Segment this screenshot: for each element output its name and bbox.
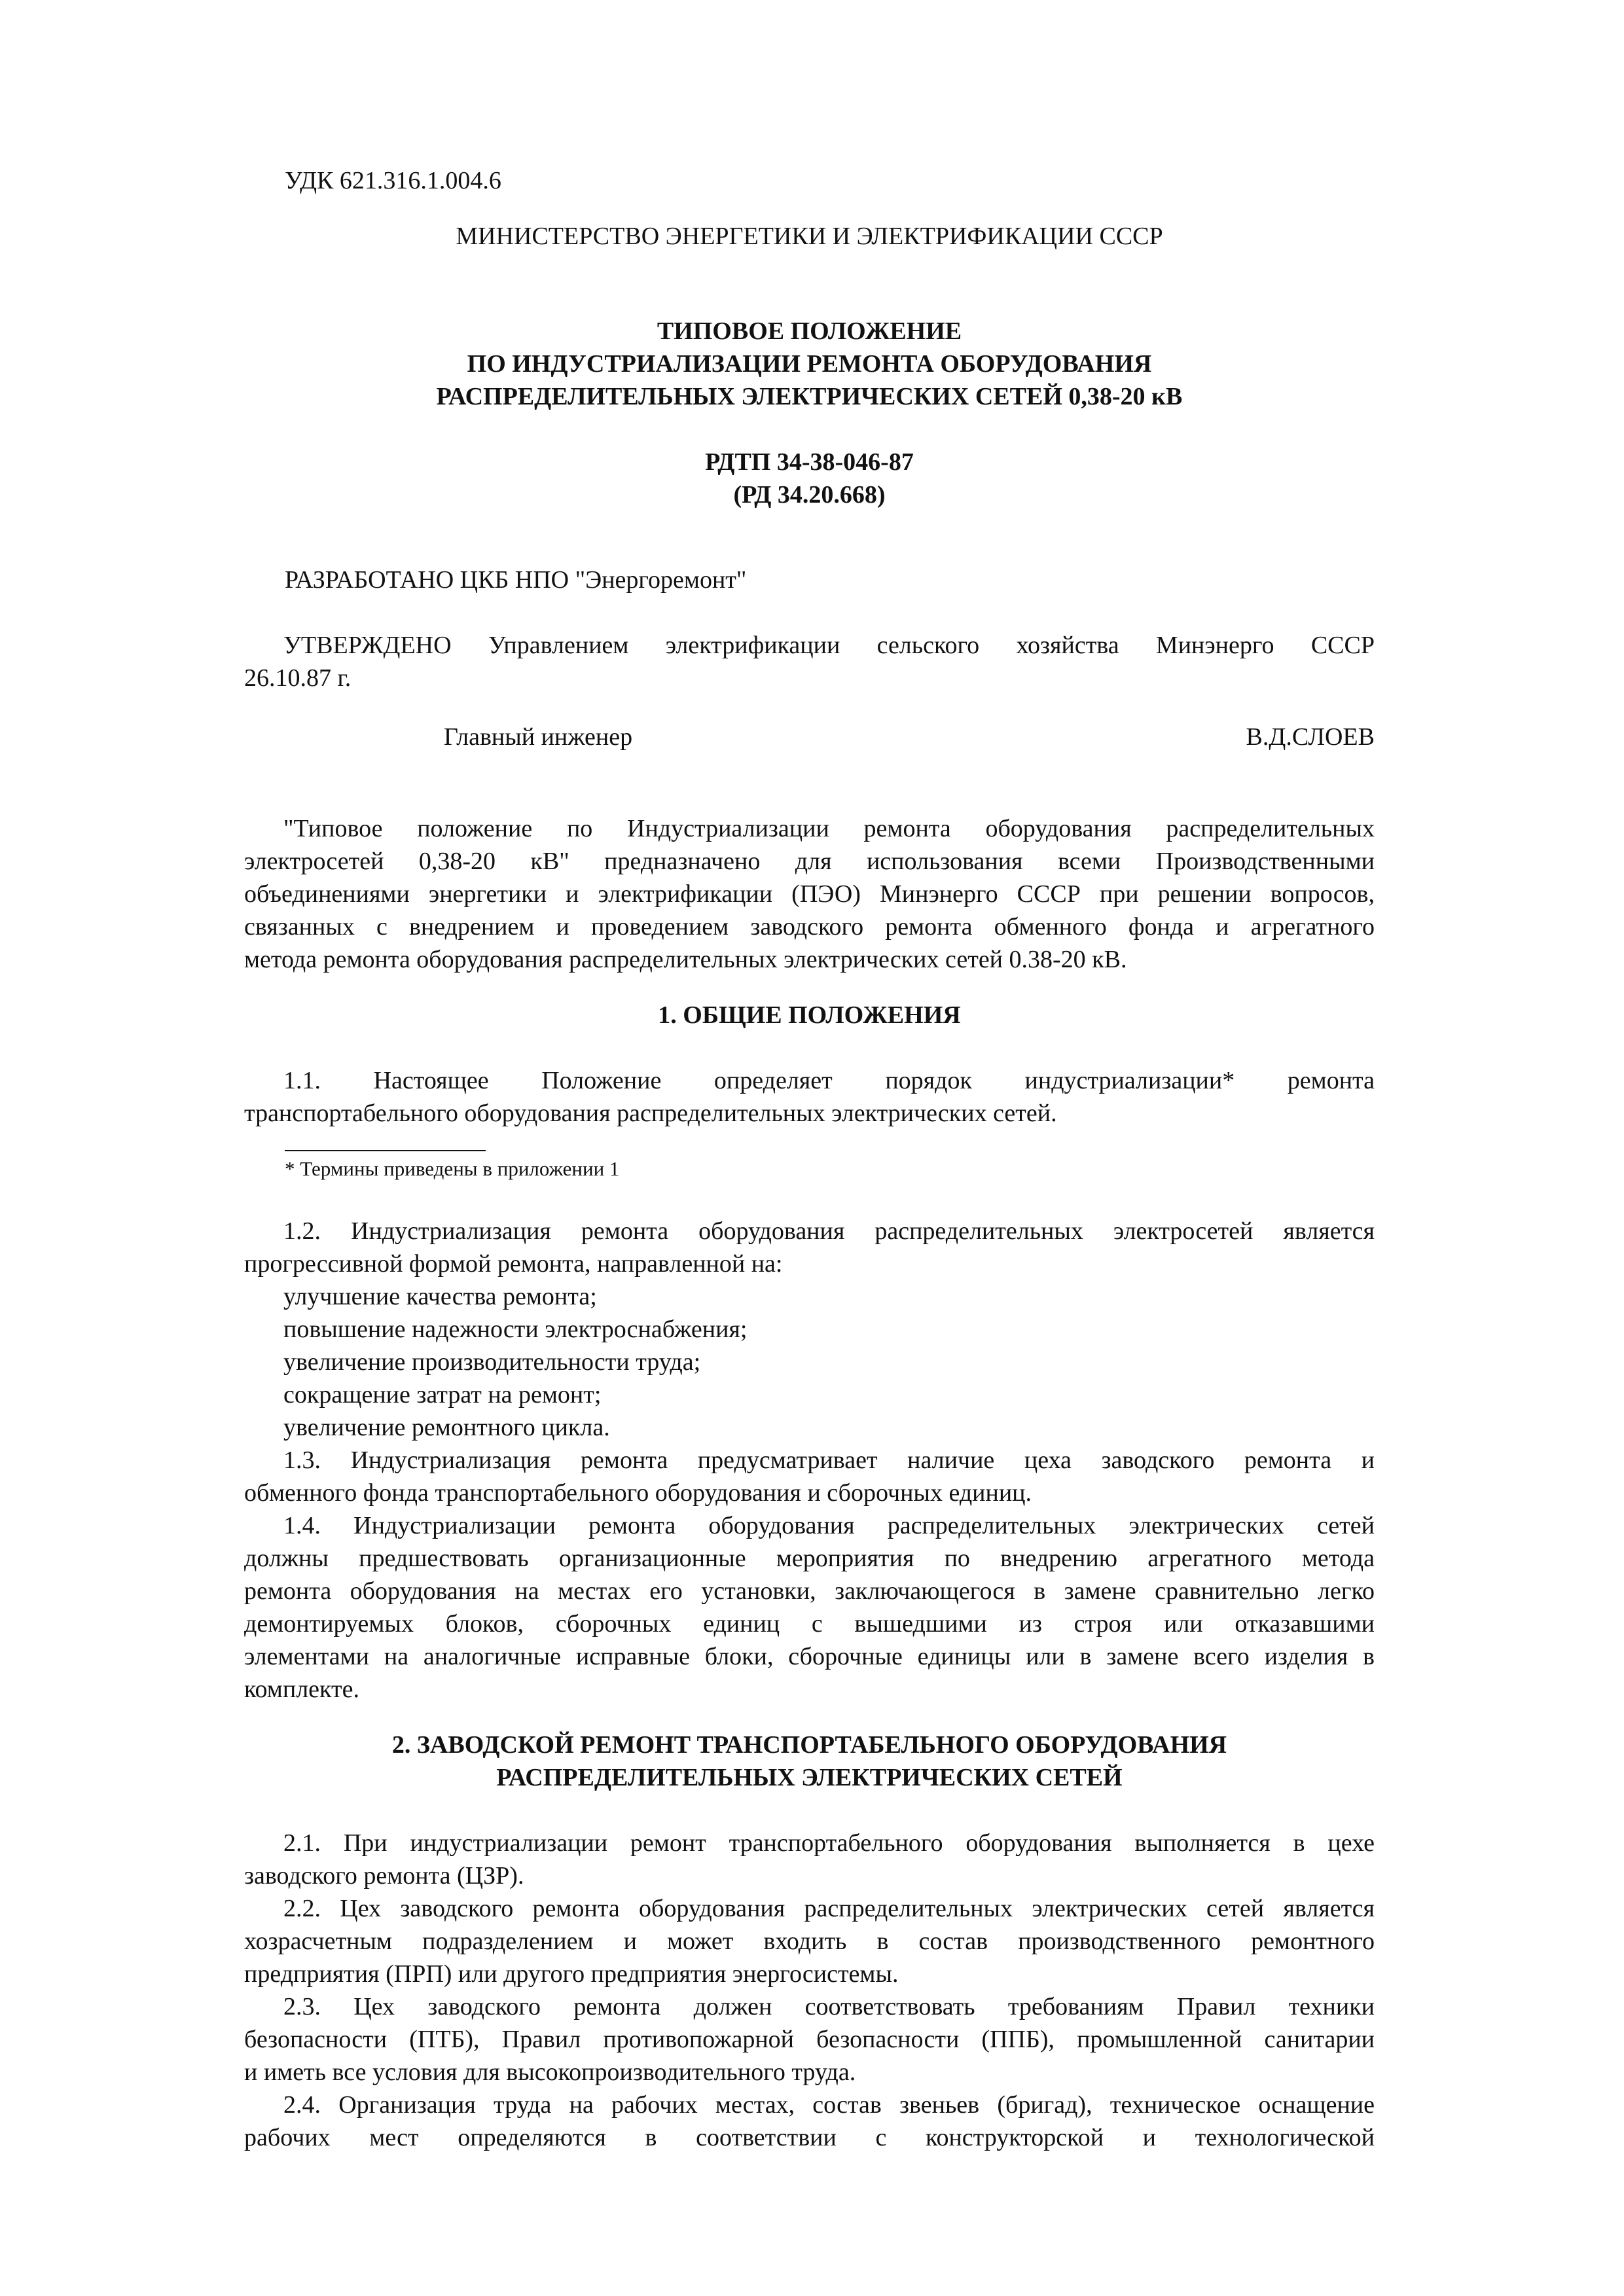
- paragraph-line: хозрасчетным подразделением и может входить в состав производственного ремонтного: [244, 1928, 1375, 1955]
- signature-row: [244, 721, 1375, 753]
- list-item: повышение надежности электроснабжения;: [283, 1316, 748, 1343]
- paragraph-line: рабочих мест определяются в соответствии с конструкторской и технологической: [244, 2124, 1375, 2151]
- intro-paragraph: [244, 812, 1375, 976]
- paragraph-line: ремонта оборудования на местах его установки, заключающегося в замене сравнительно легко: [244, 1577, 1375, 1605]
- udk-code: УДК 621.316.1.004.6: [285, 167, 501, 194]
- paragraph-1-3: [244, 1444, 1375, 1509]
- list-item: увеличение производительности труда;: [283, 1348, 701, 1376]
- list-item: улучшение качества ремонта;: [283, 1283, 597, 1310]
- title-line-3: РАСПРЕДЕЛИТЕЛЬНЫХ ЭЛЕКТРИЧЕСКИХ СЕТЕЙ 0,38-20 кВ: [436, 383, 1183, 410]
- section-2-heading: [244, 1729, 1375, 1794]
- paragraph-line: заводского ремонта (ЦЗР).: [244, 1862, 524, 1890]
- section-2-heading-line-2: РАСПРЕДЕЛИТЕЛЬНЫХ ЭЛЕКТРИЧЕСКИХ СЕТЕЙ: [496, 1764, 1123, 1791]
- intro-line: объединениями энергетики и электрификации (ПЭО) Минэнерго СССР при решении вопросов,: [244, 880, 1375, 908]
- paragraph-line: 2.4. Организация труда на рабочих местах, состав звеньев (бригад), техническое оснащение: [283, 2091, 1375, 2119]
- intro-line: связанных с внедрением и проведением заводского ремонта обменного фонда и агрегатного: [244, 913, 1375, 941]
- code-line-2: (РД 34.20.668): [733, 481, 886, 509]
- intro-line: "Типовое положение по Индустриализации ремонта оборудования распределительных: [283, 815, 1375, 842]
- signature-name: В.Д.СЛОЕВ: [1246, 723, 1375, 751]
- footnote-text: * Термины приведены в приложении 1: [285, 1157, 620, 1180]
- signature-position: Главный инженер: [444, 723, 633, 751]
- approved-line-1: УТВЕРЖДЕНО Управлением электрификации сельского хозяйства Минэнерго СССР: [283, 632, 1375, 659]
- title-line-1: ТИПОВОЕ ПОЛОЖЕНИЕ: [657, 317, 962, 345]
- paragraph-line: 1.1. Настоящее Положение определяет порядок индустриализации* ремонта: [283, 1067, 1375, 1094]
- paragraph-line: предприятия (ПРП) или другого предприятия энергосистемы.: [244, 1960, 899, 1988]
- paragraph-line: комплекте.: [244, 1676, 359, 1703]
- paragraph-2-4: [244, 2089, 1375, 2154]
- list-item: сокращение затрат на ремонт;: [283, 1381, 602, 1408]
- intro-line: электросетей 0,38-20 кВ" предназначено для использования всеми Производственными: [244, 848, 1375, 875]
- document-title: [244, 315, 1375, 413]
- paragraph-line: 2.2. Цех заводского ремонта оборудования распределительных электрических сетей является: [283, 1895, 1375, 1922]
- developed-by: РАЗРАБОТАНО ЦКБ НПО "Энергоремонт": [285, 566, 747, 594]
- paragraph-2-3: [244, 1990, 1375, 2089]
- approved-line-2: 26.10.87 г.: [244, 664, 352, 692]
- paragraph-line: элементами на аналогичные исправные блоки, сборочные единицы или в замене всего изделия в: [244, 1643, 1375, 1670]
- code-line-1: РДТП 34-38-046-87: [705, 448, 914, 476]
- list-item: увеличение ремонтного цикла.: [283, 1414, 610, 1441]
- paragraph-2-1: [244, 1827, 1375, 1892]
- paragraph-line: и иметь все условия для высокопроизводительного труда.: [244, 2058, 856, 2086]
- paragraph-line: 1.3. Индустриализация ремонта предусматривает наличие цеха заводского ремонта и: [283, 1446, 1375, 1474]
- approved-by: [244, 629, 1375, 694]
- title-line-2: ПО ИНДУСТРИАЛИЗАЦИИ РЕМОНТА ОБОРУДОВАНИЯ: [467, 350, 1152, 378]
- paragraph-1-4: [244, 1509, 1375, 1706]
- paragraph-line: демонтируемых блоков, сборочных единиц с вышедшими из строя или отказавшими: [244, 1610, 1375, 1638]
- paragraph-line: прогрессивной формой ремонта, направленной на:: [244, 1250, 783, 1278]
- intro-line: метода ремонта оборудования распределительных электрических сетей 0.38-20 кВ.: [244, 946, 1127, 973]
- paragraph-line: 1.2. Индустриализация ремонта оборудования распределительных электросетей является: [283, 1217, 1375, 1245]
- paragraph-line: должны предшествовать организационные мероприятия по внедрению агрегатного метода: [244, 1545, 1375, 1572]
- paragraph-1-1: [244, 1064, 1375, 1130]
- paragraph-1-2: [244, 1215, 1375, 1444]
- paragraph-line: 2.1. При индустриализации ремонт транспортабельного оборудования выполняется в цехе: [283, 1829, 1375, 1857]
- paragraph-line: 1.4. Индустриализации ремонта оборудования распределительных электрических сетей: [283, 1512, 1375, 1539]
- paragraph-2-2: [244, 1892, 1375, 1990]
- document-code: [244, 446, 1375, 511]
- footnote-divider: [285, 1150, 486, 1151]
- paragraph-line: 2.3. Цех заводского ремонта должен соответствовать требованиям Правил техники: [283, 1993, 1375, 2020]
- paragraph-line: обменного фонда транспортабельного оборудования и сборочных единиц.: [244, 1479, 1032, 1507]
- ministry-name: МИНИСТЕРСТВО ЭНЕРГЕТИКИ И ЭЛЕКТРИФИКАЦИИ СССР: [456, 223, 1163, 250]
- paragraph-line: безопасности (ПТБ), Правил противопожарной безопасности (ППБ), промышленной санитарии: [244, 2026, 1375, 2053]
- paragraph-line: транспортабельного оборудования распределительных электрических сетей.: [244, 1100, 1057, 1127]
- section-1-heading: 1. ОБЩИЕ ПОЛОЖЕНИЯ: [658, 1001, 961, 1029]
- section-2-heading-line-1: 2. ЗАВОДСКОЙ РЕМОНТ ТРАНСПОРТАБЕЛЬНОГО ОБОРУДОВАНИЯ: [391, 1731, 1227, 1759]
